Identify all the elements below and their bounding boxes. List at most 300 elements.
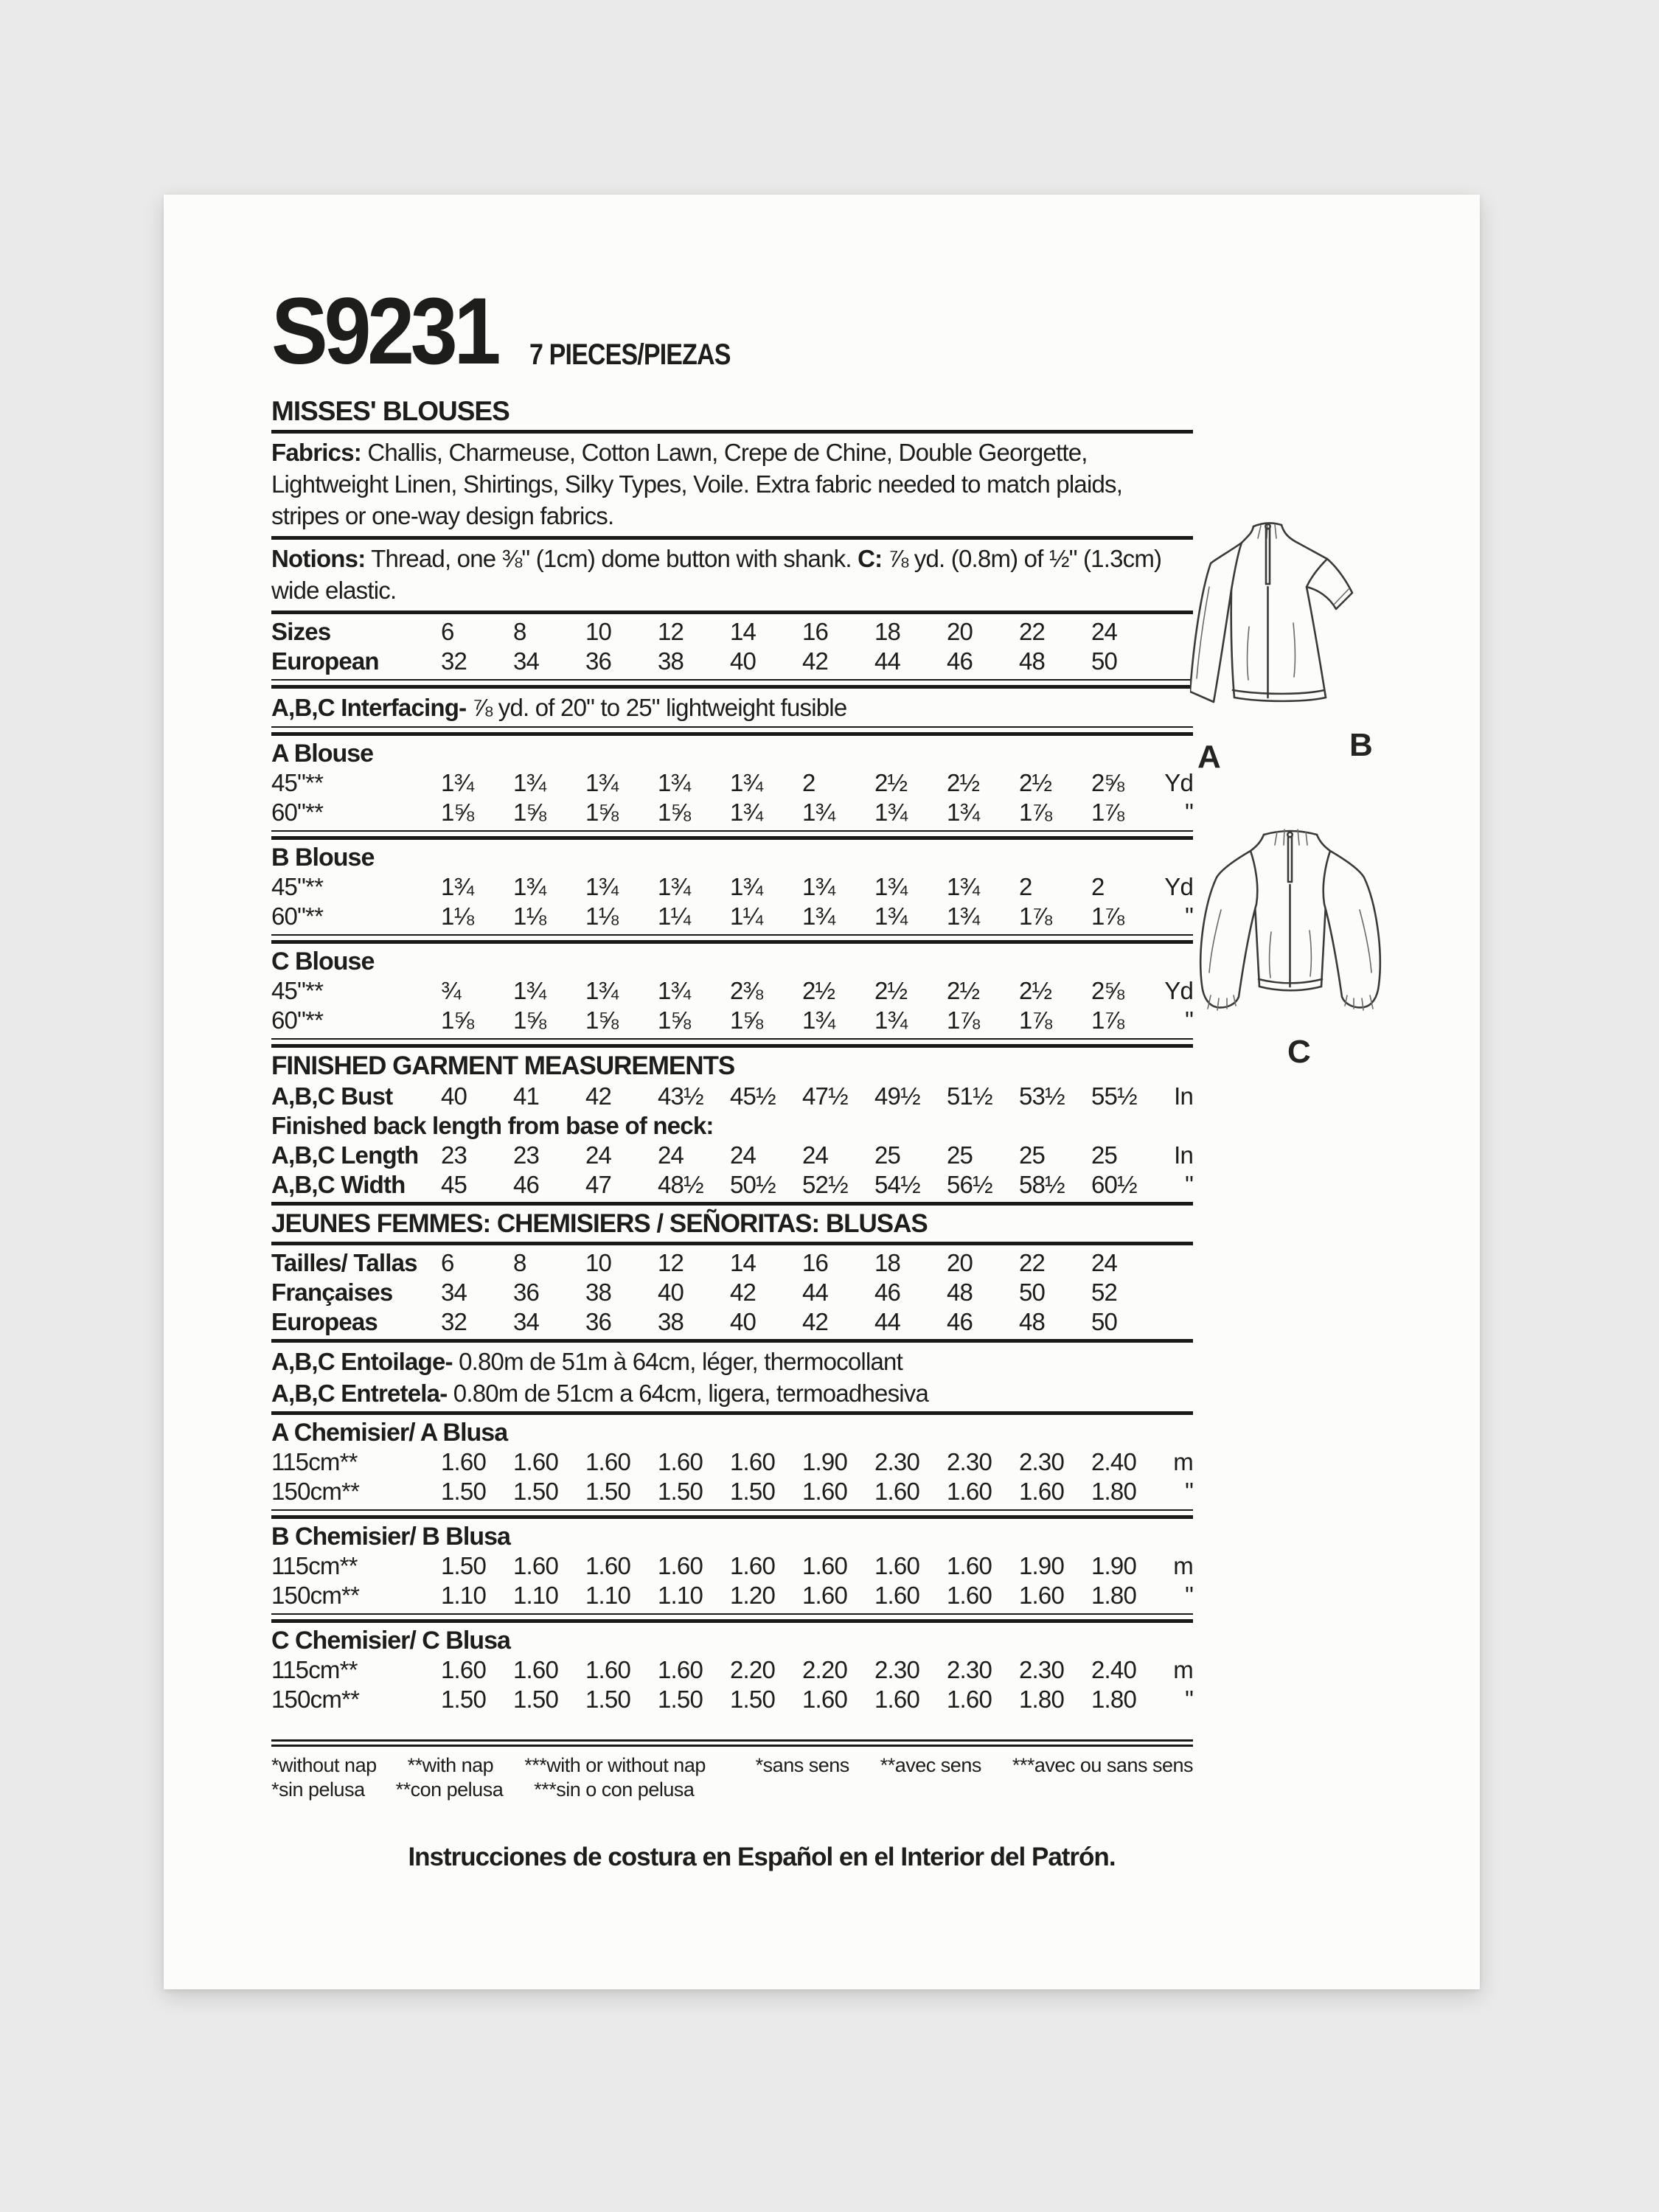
table-cell: 42: [585, 1082, 612, 1110]
table-cell: 1¾: [585, 873, 619, 900]
table-cell: 20: [947, 1249, 973, 1276]
table-cell: 43½: [658, 1082, 703, 1110]
table-cell: 1.80: [1019, 1686, 1065, 1713]
yardage-block-c: [271, 947, 1193, 1035]
table-cell: 40: [441, 1082, 467, 1110]
table-cell: 1⅞: [947, 1006, 980, 1034]
table-cell: 48: [1019, 647, 1046, 675]
pattern-number: S9231: [271, 279, 498, 384]
table-cell: 1⅝: [658, 799, 691, 826]
divider: [271, 1339, 1193, 1343]
table-row: [271, 1655, 1193, 1685]
table-cell: 60½: [1091, 1171, 1137, 1198]
table-cell: 10: [585, 1249, 612, 1276]
table-cell: 46: [947, 647, 973, 675]
table-cell: 1⅞: [1019, 1006, 1052, 1034]
table-cell: 1.60: [730, 1448, 776, 1475]
table-cell: 2.30: [1019, 1656, 1065, 1683]
table-cell: 2.20: [730, 1656, 776, 1683]
table-cell: 50: [1019, 1279, 1046, 1306]
footnotes-row-1: [271, 1754, 1193, 1777]
row-unit: ": [1185, 1171, 1193, 1198]
table-cell: 1¾: [441, 873, 474, 900]
divider: [271, 1411, 1193, 1415]
table-cell: 44: [874, 647, 901, 675]
table-cell: **avec sens: [880, 1754, 981, 1776]
row-label: Sizes: [271, 618, 331, 645]
row-label: 115cm**: [271, 1552, 358, 1579]
row-unit: Yd: [1164, 769, 1193, 796]
table-cell: 24: [802, 1141, 829, 1169]
table-cell: 40: [730, 1308, 757, 1335]
view-c-label: C: [1287, 1034, 1311, 1070]
table-cell: 1.10: [441, 1582, 487, 1609]
table-cell: 1.90: [1091, 1552, 1137, 1579]
table-cell: 25: [874, 1141, 901, 1169]
fabrics-text: Challis, Charmeuse, Cotton Lawn, Crepe de Chine, Double Georgette, Lightweight Linen, Shirtings, Silky Types, Voile. Extra fabric needed to match plaids, stripes or one-way design fabrics.: [271, 439, 1123, 529]
back-length-note: Finished back length from base of neck:: [271, 1112, 714, 1139]
table-cell: 23: [441, 1141, 467, 1169]
table-row: [271, 1477, 1193, 1506]
notions-label: Notions:: [271, 545, 366, 572]
table-cell: 20: [947, 618, 973, 645]
table-cell: 8: [513, 618, 526, 645]
table-cell: 44: [802, 1279, 829, 1306]
divider: [271, 536, 1193, 540]
notions-text-2: ⅞ yd. (0.8m) of ½" (1.3cm) wide elastic.: [271, 545, 1162, 604]
table-cell: ***avec ou sans sens: [1012, 1754, 1193, 1776]
table-cell: 1.60: [585, 1656, 631, 1683]
table-cell: 42: [802, 1308, 829, 1335]
table-cell: 1.60: [658, 1552, 703, 1579]
row-unit: [1164, 1307, 1193, 1337]
table-cell: 1⅝: [585, 1006, 619, 1034]
table-cell: 14: [730, 1249, 757, 1276]
table-cell: 40: [730, 647, 757, 675]
table-cell: 52½: [802, 1171, 848, 1198]
table-cell: 45½: [730, 1082, 776, 1110]
table-cell: 1.60: [1019, 1478, 1065, 1505]
notions-paragraph: [271, 543, 1193, 606]
table-cell: 1¾: [874, 873, 908, 900]
table-cell: 22: [1019, 618, 1046, 645]
table-cell: 54½: [874, 1171, 920, 1198]
row-label: A,B,C Width: [271, 1171, 406, 1198]
table-cell: 1.60: [802, 1552, 848, 1579]
row-unit: m: [1173, 1656, 1193, 1683]
metric-block-b: [271, 1522, 1193, 1610]
block-title: B Blouse: [271, 844, 375, 872]
table-cell: 24: [730, 1141, 757, 1169]
row-unit: [1164, 647, 1193, 676]
table-cell: 36: [585, 647, 612, 675]
table-cell: 2: [1091, 873, 1105, 900]
metric-block-a: [271, 1418, 1193, 1506]
block-title: C Blouse: [271, 947, 375, 975]
table-row: [271, 1006, 1193, 1035]
table-cell: 1¾: [441, 769, 474, 796]
divider: [271, 611, 1193, 614]
table-cell: 1.60: [441, 1656, 487, 1683]
entretela-line: [271, 1377, 1193, 1409]
table-cell: 2.40: [1091, 1448, 1137, 1475]
table-cell: **with nap: [407, 1754, 494, 1776]
table-cell: 47: [585, 1171, 612, 1198]
row-unit: ": [1185, 902, 1193, 930]
footnotes-row-2: [271, 1778, 1193, 1801]
row-label: 45"**: [271, 977, 324, 1004]
table-cell: 1.50: [513, 1686, 559, 1713]
table-cell: 1.60: [947, 1552, 992, 1579]
block-title: A Chemisier/ A Blusa: [271, 1419, 508, 1447]
table-cell: 1¼: [658, 902, 691, 930]
table-cell: 45: [441, 1171, 467, 1198]
table-row: [271, 902, 1193, 931]
table-cell: 25: [1091, 1141, 1118, 1169]
divider: [271, 1242, 1193, 1245]
row-label: A,B,C Bust: [271, 1082, 393, 1110]
table-cell: 1⅝: [730, 1006, 763, 1034]
table-cell: 38: [658, 647, 684, 675]
table-cell: 1.60: [513, 1448, 559, 1475]
entretela-label: A,B,C Entretela-: [271, 1380, 448, 1407]
table-cell: 12: [658, 618, 684, 645]
divider: [271, 1509, 1193, 1519]
row-label: 150cm**: [271, 1582, 360, 1609]
table-cell: 1.60: [513, 1656, 559, 1683]
table-cell: 46: [874, 1279, 901, 1306]
table-cell: 8: [513, 1249, 526, 1276]
table-cell: 1.50: [441, 1478, 487, 1505]
metric-block-c: [271, 1626, 1193, 1714]
table-cell: 2⅜: [730, 977, 763, 1004]
table-cell: 32: [441, 647, 467, 675]
table-cell: 50: [1091, 1308, 1118, 1335]
table-cell: 2⅝: [1091, 769, 1124, 796]
entoilage-label: A,B,C Entoilage-: [271, 1348, 453, 1375]
table-cell: 1¾: [585, 769, 619, 796]
table-cell: 58½: [1019, 1171, 1065, 1198]
table-row-length: [271, 1141, 1193, 1170]
table-cell: 1¾: [802, 799, 835, 826]
interfacing-label: A,B,C Interfacing-: [271, 694, 467, 721]
table-cell: 25: [947, 1141, 973, 1169]
divider: [271, 679, 1193, 689]
row-label: 115cm**: [271, 1448, 358, 1475]
table-cell: 1¼: [730, 902, 763, 930]
row-label: A,B,C Length: [271, 1141, 419, 1169]
document-title: MISSES' BLOUSES: [271, 396, 509, 426]
table-row-francaises: [271, 1278, 1193, 1307]
row-unit: ": [1185, 1006, 1193, 1034]
table-row-tailles: [271, 1248, 1193, 1278]
table-cell: 1⅞: [1091, 1006, 1124, 1034]
table-cell: 18: [874, 1249, 901, 1276]
table-cell: 6: [441, 618, 454, 645]
footnotes-french: [756, 1754, 1193, 1777]
view-c-illustration: [1194, 821, 1386, 1065]
table-row: [271, 976, 1193, 1006]
row-unit: In: [1174, 1141, 1193, 1169]
divider: [271, 1613, 1193, 1623]
row-unit: Yd: [1164, 977, 1193, 1004]
table-cell: 1⅞: [1091, 902, 1124, 930]
table-cell: 1.10: [585, 1582, 631, 1609]
table-cell: 1¾: [947, 799, 980, 826]
interfacing-line: [271, 692, 1193, 723]
table-cell: 1.60: [802, 1478, 848, 1505]
table-row-width: [271, 1170, 1193, 1200]
table-cell: 1¾: [874, 902, 908, 930]
table-cell: 16: [802, 618, 829, 645]
table-cell: 1.60: [441, 1448, 487, 1475]
row-label: 60"**: [271, 1006, 324, 1034]
row-label: Françaises: [271, 1279, 393, 1306]
table-cell: 25: [1019, 1141, 1046, 1169]
row-label: 150cm**: [271, 1686, 360, 1713]
table-cell: 2½: [947, 977, 980, 1004]
table-row-bust: [271, 1082, 1193, 1111]
table-cell: 41: [513, 1082, 540, 1110]
table-cell: 1⅛: [585, 902, 619, 930]
fabrics-label: Fabrics:: [271, 439, 361, 466]
row-label: 45"**: [271, 769, 324, 796]
table-cell: 1.80: [1091, 1582, 1137, 1609]
table-cell: 10: [585, 618, 612, 645]
table-row: [271, 1447, 1193, 1477]
row-unit: m: [1173, 1448, 1193, 1475]
table-cell: 2½: [802, 977, 835, 1004]
row-label: Tailles/ Tallas: [271, 1249, 417, 1276]
view-ab-illustration: [1190, 516, 1374, 752]
table-cell: 24: [1091, 618, 1118, 645]
footnotes-english: [271, 1754, 706, 1777]
row-unit: [1164, 1278, 1193, 1307]
table-cell: 1.60: [1019, 1582, 1065, 1609]
table-cell: 1¾: [874, 799, 908, 826]
divider: [271, 934, 1193, 944]
table-cell: 1.60: [874, 1582, 920, 1609]
table-cell: 1¾: [802, 902, 835, 930]
table-row: [271, 768, 1193, 798]
table-cell: 2½: [874, 977, 908, 1004]
table-cell: **con pelusa: [395, 1778, 504, 1801]
table-cell: 36: [513, 1279, 540, 1306]
row-unit: [1164, 1248, 1193, 1278]
table-cell: 51½: [947, 1082, 992, 1110]
table-row: [271, 1685, 1193, 1714]
table-cell: 1.50: [658, 1478, 703, 1505]
table-cell: 1.60: [874, 1686, 920, 1713]
envelope-content: [271, 279, 1193, 1872]
table-cell: 1⅞: [1091, 799, 1124, 826]
table-cell: 1.80: [1091, 1478, 1137, 1505]
table-cell: 48: [947, 1279, 973, 1306]
table-cell: 1.20: [730, 1582, 776, 1609]
block-title: B Chemisier/ B Blusa: [271, 1523, 510, 1551]
table-cell: 1¾: [513, 873, 546, 900]
table-cell: 48: [1019, 1308, 1046, 1335]
table-row: [271, 798, 1193, 827]
table-cell: 2.30: [874, 1448, 920, 1475]
table-cell: 2½: [947, 769, 980, 796]
table-cell: 2½: [1019, 977, 1052, 1004]
table-cell: 12: [658, 1249, 684, 1276]
table-cell: 1⅞: [1019, 902, 1052, 930]
table-cell: 24: [1091, 1249, 1118, 1276]
table-cell: 1.60: [947, 1478, 992, 1505]
table-cell: 24: [585, 1141, 612, 1169]
view-c-label-inline: C:: [858, 545, 883, 572]
table-cell: 1¾: [658, 769, 691, 796]
table-cell: 34: [513, 647, 540, 675]
table-cell: 1⅛: [441, 902, 474, 930]
table-cell: 1¾: [947, 902, 980, 930]
table-cell: ***with or without nap: [524, 1754, 706, 1776]
table-cell: 2.30: [874, 1656, 920, 1683]
table-cell: 34: [513, 1308, 540, 1335]
table-cell: 1.60: [802, 1582, 848, 1609]
table-cell: 1⅝: [585, 799, 619, 826]
table-cell: 2.30: [1019, 1448, 1065, 1475]
table-cell: 16: [802, 1249, 829, 1276]
pieces-count: 7 PIECES/PIEZAS: [529, 338, 731, 371]
table-cell: 1.60: [585, 1552, 631, 1579]
table-cell: 1⅝: [441, 1006, 474, 1034]
divider: [271, 1739, 1193, 1747]
table-cell: 36: [585, 1308, 612, 1335]
table-cell: 2: [1019, 873, 1032, 900]
table-cell: 53½: [1019, 1082, 1065, 1110]
table-cell: ¾: [441, 977, 461, 1004]
entoilage-line: [271, 1346, 1193, 1377]
table-cell: 49½: [874, 1082, 920, 1110]
yardage-block-a: [271, 739, 1193, 827]
row-unit: ": [1185, 799, 1193, 826]
table-cell: 2⅝: [1091, 977, 1124, 1004]
table-row-sizes: [271, 617, 1193, 647]
row-unit: ": [1185, 1686, 1193, 1713]
table-cell: *without nap: [271, 1754, 377, 1776]
table-cell: 42: [730, 1279, 757, 1306]
table-cell: 50: [1091, 647, 1118, 675]
spanish-instructions-note: Instrucciones de costura en Español en el Interior del Patrón.: [408, 1843, 1116, 1871]
row-label: European: [271, 647, 379, 675]
table-cell: 1.60: [947, 1582, 992, 1609]
table-cell: 1.50: [585, 1478, 631, 1505]
table-cell: 1¾: [802, 1006, 835, 1034]
table-cell: 1⅞: [1019, 799, 1052, 826]
table-cell: 55½: [1091, 1082, 1137, 1110]
table-cell: 2.30: [947, 1448, 992, 1475]
fabrics-paragraph: [271, 437, 1193, 532]
table-cell: 1.60: [658, 1656, 703, 1683]
table-cell: 1¾: [947, 873, 980, 900]
table-cell: 42: [802, 647, 829, 675]
pattern-envelope-back: [164, 195, 1480, 1989]
row-unit: Yd: [1164, 873, 1193, 900]
table-cell: *sans sens: [755, 1754, 849, 1776]
table-cell: 38: [658, 1308, 684, 1335]
row-unit: ": [1185, 1478, 1193, 1505]
block-title: A Blouse: [271, 740, 374, 768]
view-b-label: B: [1349, 727, 1373, 763]
entretela-text: 0.80m de 51cm a 64cm, ligera, termoadhesiva: [447, 1380, 929, 1407]
row-label: 60"**: [271, 902, 324, 930]
table-cell: 1.60: [658, 1448, 703, 1475]
table-cell: 1⅛: [513, 902, 546, 930]
table-cell: 1.60: [947, 1686, 992, 1713]
table-cell: 1.50: [441, 1686, 487, 1713]
table-cell: ***sin o con pelusa: [534, 1778, 695, 1801]
table-cell: 1¾: [585, 977, 619, 1004]
table-cell: 32: [441, 1308, 467, 1335]
table-cell: 44: [874, 1308, 901, 1335]
table-cell: 1⅝: [441, 799, 474, 826]
table-cell: 1.90: [802, 1448, 848, 1475]
table-row: [271, 1581, 1193, 1610]
table-cell: 6: [441, 1249, 454, 1276]
table-cell: 47½: [802, 1082, 848, 1110]
table-cell: *sin pelusa: [271, 1778, 365, 1801]
divider: [271, 430, 1193, 434]
row-unit: ": [1185, 1582, 1193, 1609]
row-unit: [1164, 617, 1193, 647]
table-cell: 1.50: [441, 1552, 487, 1579]
masthead: [271, 279, 1193, 388]
table-cell: 2.20: [802, 1656, 848, 1683]
table-row-european: [271, 647, 1193, 676]
interfacing-text: ⅞ yd. of 20" to 25" lightweight fusible: [466, 694, 847, 721]
table-cell: 1.80: [1091, 1686, 1137, 1713]
row-label: 150cm**: [271, 1478, 360, 1505]
table-cell: 56½: [947, 1171, 992, 1198]
divider: [271, 830, 1193, 840]
row-unit: m: [1173, 1552, 1193, 1579]
table-cell: 1⅝: [658, 1006, 691, 1034]
table-cell: 1¾: [513, 977, 546, 1004]
row-label: 115cm**: [271, 1656, 358, 1683]
table-row: [271, 1551, 1193, 1581]
table-cell: 24: [658, 1141, 684, 1169]
finished-measurements-heading: FINISHED GARMENT MEASUREMENTS: [271, 1051, 735, 1080]
table-cell: 23: [513, 1141, 540, 1169]
row-label: 45"**: [271, 873, 324, 900]
table-cell: 1.50: [658, 1686, 703, 1713]
notions-text: Thread, one ⅜" (1cm) dome button with shank.: [365, 545, 858, 572]
table-cell: 1.50: [730, 1478, 776, 1505]
table-cell: 18: [874, 618, 901, 645]
table-cell: 1.50: [513, 1478, 559, 1505]
table-cell: 1.50: [585, 1686, 631, 1713]
yardage-block-b: [271, 843, 1193, 931]
table-cell: 1.50: [730, 1686, 776, 1713]
table-cell: 1.60: [585, 1448, 631, 1475]
table-cell: 52: [1091, 1279, 1118, 1306]
table-cell: 1¾: [802, 873, 835, 900]
table-cell: 22: [1019, 1249, 1046, 1276]
table-row-europeas: [271, 1307, 1193, 1337]
table-cell: 2.40: [1091, 1656, 1137, 1683]
table-cell: 1¾: [513, 769, 546, 796]
entoilage-text: 0.80m de 51m à 64cm, léger, thermocollant: [452, 1348, 902, 1375]
block-title: C Chemisier/ C Blusa: [271, 1627, 510, 1655]
table-cell: 38: [585, 1279, 612, 1306]
row-label: Europeas: [271, 1308, 378, 1335]
table-cell: 50½: [730, 1171, 776, 1198]
table-cell: 1¾: [730, 799, 763, 826]
table-cell: 2: [802, 769, 815, 796]
